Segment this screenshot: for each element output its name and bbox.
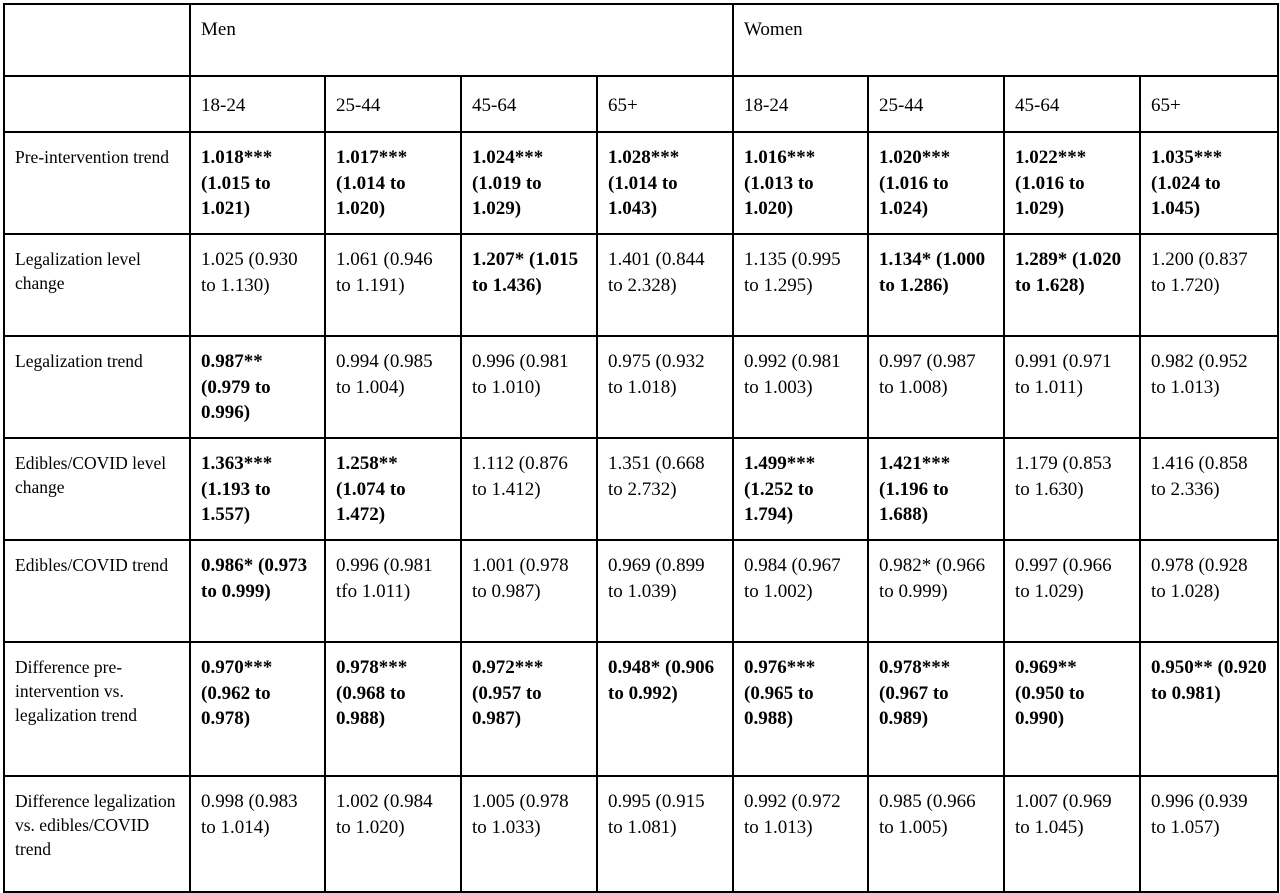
estimate-cell [1140,132,1278,234]
estimate-cell [1140,336,1278,438]
confidence-interval: (0.906 to 0.992) [608,657,715,704]
estimate-cell [190,776,325,892]
estimate-value: 1.024*** [472,147,544,168]
estimate-cell [461,540,597,642]
table-row [4,776,1278,892]
estimate-cell [1004,132,1140,234]
estimate-cell [190,234,325,336]
estimate-value: 0.975 [608,351,651,372]
confidence-interval: (1.016 to 1.029) [1015,172,1085,219]
estimate-value: 0.969** [1015,657,1077,678]
age-header-men-18-24: 18-24 [190,76,325,132]
estimate-value: 0.992 [744,791,787,812]
estimate-value: 1.061 [336,249,379,270]
estimate-cell [733,642,868,776]
confidence-interval: (0.915 to 1.081) [608,791,705,838]
confidence-interval: (0.920 to 0.981) [1151,657,1267,704]
estimate-cell [868,132,1004,234]
estimate-value: 0.995 [608,791,651,812]
row-label: Legalization level change [4,234,190,336]
estimate-cell [461,438,597,540]
estimate-value: 1.017*** [336,147,408,168]
estimate-value: 1.135 [744,249,787,270]
confidence-interval: (0.853 to 1.630) [1015,453,1112,500]
confidence-interval: (0.965 to 0.988) [744,682,814,729]
confidence-interval: (0.968 to 0.988) [336,682,406,729]
estimate-cell [461,776,597,892]
estimate-cell [1004,776,1140,892]
table-row [4,438,1278,540]
confidence-interval: (0.939 to 1.057) [1151,791,1248,838]
confidence-interval: (1.015 to 1.436) [472,249,579,296]
estimate-value: 1.007 [1015,791,1058,812]
estimate-cell [190,336,325,438]
confidence-interval: (0.978 to 1.033) [472,791,569,838]
estimate-value: 0.998 [201,791,244,812]
estimate-value: 0.986* [201,555,254,576]
confidence-interval: (0.981 to 1.003) [744,351,841,398]
estimate-cell [190,132,325,234]
confidence-interval: (0.967 to 1.002) [744,555,841,602]
age-header-row [4,76,1278,132]
estimate-value: 1.005 [472,791,515,812]
estimate-value: 0.994 [336,351,379,372]
estimate-cell [1140,234,1278,336]
estimate-value: 0.978*** [336,657,408,678]
estimate-value: 0.982 [1151,351,1194,372]
estimate-value: 1.016*** [744,147,816,168]
estimate-cell [597,776,733,892]
estimate-value: 0.982* [879,555,932,576]
row-label: Edibles/COVID trend [4,540,190,642]
estimate-cell [1140,438,1278,540]
confidence-interval: (0.899 to 1.039) [608,555,705,602]
estimate-value: 1.351 [608,453,651,474]
confidence-interval: (1.074 to 1.472) [336,478,406,525]
estimate-value: 1.035*** [1151,147,1223,168]
estimate-cell [461,132,597,234]
estimate-value: 0.997 [879,351,922,372]
results-table [3,3,1279,893]
estimate-value: 0.985 [879,791,922,812]
age-header-men-65-plus: 65+ [597,76,733,132]
group-header-women: Women [733,4,1278,76]
confidence-interval: (0.983 to 1.014) [201,791,298,838]
estimate-cell [325,540,461,642]
estimate-cell [1004,642,1140,776]
estimate-cell [1140,642,1278,776]
confidence-interval: (0.979 to 0.996) [201,376,271,423]
confidence-interval: (1.020 to 1.628) [1015,249,1122,296]
estimate-cell [733,438,868,540]
estimate-cell [597,438,733,540]
confidence-interval: (1.014 to 1.043) [608,172,678,219]
confidence-interval: (1.024 to 1.045) [1151,172,1221,219]
confidence-interval: (0.932 to 1.018) [608,351,705,398]
confidence-interval: (0.962 to 0.978) [201,682,271,729]
estimate-cell [1140,540,1278,642]
estimate-value: 1.002 [336,791,379,812]
estimate-value: 0.948* [608,657,661,678]
confidence-interval: (0.668 to 2.732) [608,453,705,500]
confidence-interval: (0.985 to 1.004) [336,351,433,398]
estimate-value: 1.018*** [201,147,273,168]
estimate-value: 1.179 [1015,453,1058,474]
confidence-interval: (1.252 to 1.794) [744,478,814,525]
confidence-interval: (0.946 to 1.191) [336,249,433,296]
estimate-value: 1.363*** [201,453,273,474]
age-header-women-18-24: 18-24 [733,76,868,132]
estimate-cell [733,234,868,336]
estimate-cell [325,438,461,540]
confidence-interval: (0.966 to 1.005) [879,791,976,838]
estimate-value: 0.969 [608,555,651,576]
estimate-value: 1.421*** [879,453,951,474]
estimate-cell [597,234,733,336]
estimate-cell [868,336,1004,438]
empty-corner-cell [4,4,190,76]
estimate-cell [597,336,733,438]
estimate-cell [733,540,868,642]
estimate-value: 0.987** [201,351,263,372]
estimate-value: 1.499*** [744,453,816,474]
estimate-cell [190,642,325,776]
estimate-value: 0.991 [1015,351,1058,372]
estimate-cell [190,438,325,540]
estimate-value: 1.134* [879,249,932,270]
estimate-cell [1004,438,1140,540]
estimate-value: 0.992 [744,351,787,372]
confidence-interval: (0.981 tfo 1.011) [336,555,433,602]
confidence-interval: (0.858 to 2.336) [1151,453,1248,500]
confidence-interval: (0.978 to 0.987) [472,555,569,602]
confidence-interval: (1.000 to 1.286) [879,249,986,296]
estimate-cell [325,132,461,234]
estimate-cell [325,234,461,336]
confidence-interval: (0.969 to 1.045) [1015,791,1112,838]
estimate-value: 1.416 [1151,453,1194,474]
confidence-interval: (0.973 to 0.999) [201,555,308,602]
estimate-cell [1004,540,1140,642]
estimate-value: 1.112 [472,453,515,474]
estimate-value: 0.996 [336,555,379,576]
group-header-men: Men [190,4,733,76]
confidence-interval: (0.957 to 0.987) [472,682,542,729]
estimate-cell [868,540,1004,642]
estimate-value: 1.001 [472,555,515,576]
confidence-interval: (0.952 to 1.013) [1151,351,1248,398]
estimate-cell [461,234,597,336]
confidence-interval: (1.019 to 1.029) [472,172,542,219]
confidence-interval: (0.876 to 1.412) [472,453,568,500]
confidence-interval: (0.995 to 1.295) [744,249,841,296]
estimate-cell [1004,234,1140,336]
age-header-men-25-44: 25-44 [325,76,461,132]
confidence-interval: (0.950 to 0.990) [1015,682,1085,729]
estimate-cell [325,776,461,892]
confidence-interval: (0.987 to 1.008) [879,351,976,398]
table-row [4,234,1278,336]
estimate-cell [461,642,597,776]
estimate-value: 0.976*** [744,657,816,678]
group-header-row [4,4,1278,76]
confidence-interval: (1.016 to 1.024) [879,172,949,219]
estimate-cell [597,540,733,642]
row-label: Difference legalization vs. edibles/COVID trend [4,776,190,892]
table-row [4,132,1278,234]
confidence-interval: (0.966 to 0.999) [879,555,986,602]
estimate-value: 0.996 [1151,791,1194,812]
age-header-men-45-64: 45-64 [461,76,597,132]
estimate-value: 0.978 [1151,555,1194,576]
confidence-interval: (0.837 to 1.720) [1151,249,1248,296]
age-header-women-25-44: 25-44 [868,76,1004,132]
estimate-value: 1.289* [1015,249,1068,270]
estimate-value: 1.401 [608,249,651,270]
estimate-value: 1.028*** [608,147,680,168]
estimate-cell [868,642,1004,776]
confidence-interval: (0.971 to 1.011) [1015,351,1112,398]
table-row [4,642,1278,776]
estimate-value: 0.996 [472,351,515,372]
row-label: Edibles/COVID level change [4,438,190,540]
estimate-cell [733,776,868,892]
estimate-cell [868,234,1004,336]
estimate-cell [325,642,461,776]
confidence-interval: (1.013 to 1.020) [744,172,814,219]
confidence-interval: (1.014 to 1.020) [336,172,406,219]
estimate-value: 1.207* [472,249,525,270]
estimate-cell [868,438,1004,540]
confidence-interval: (0.984 to 1.020) [336,791,433,838]
estimate-value: 1.025 [201,249,244,270]
empty-label-cell [4,76,190,132]
estimate-value: 1.022*** [1015,147,1087,168]
confidence-interval: (0.844 to 2.328) [608,249,705,296]
confidence-interval: (1.015 to 1.021) [201,172,271,219]
confidence-interval: (0.928 to 1.028) [1151,555,1248,602]
age-header-women-45-64: 45-64 [1004,76,1140,132]
row-label: Legalization trend [4,336,190,438]
estimate-cell [190,540,325,642]
row-label: Pre-intervention trend [4,132,190,234]
age-header-women-65-plus: 65+ [1140,76,1278,132]
confidence-interval: (1.196 to 1.688) [879,478,949,525]
estimate-cell [1140,776,1278,892]
confidence-interval: (1.193 to 1.557) [201,478,271,525]
estimate-cell [733,132,868,234]
table-row [4,540,1278,642]
estimate-value: 1.200 [1151,249,1194,270]
estimate-cell [597,132,733,234]
estimate-cell [597,642,733,776]
confidence-interval: (0.930 to 1.130) [201,249,298,296]
estimate-cell [733,336,868,438]
estimate-cell [461,336,597,438]
estimate-cell [325,336,461,438]
confidence-interval: (0.972 to 1.013) [744,791,841,838]
estimate-cell [868,776,1004,892]
confidence-interval: (0.967 to 0.989) [879,682,949,729]
estimate-value: 0.972*** [472,657,544,678]
estimate-value: 1.258** [336,453,398,474]
estimate-value: 0.984 [744,555,787,576]
confidence-interval: (0.966 to 1.029) [1015,555,1112,602]
estimate-value: 0.997 [1015,555,1058,576]
estimate-value: 0.950** [1151,657,1213,678]
estimate-value: 0.970*** [201,657,273,678]
table-row [4,336,1278,438]
row-label: Difference pre-intervention vs. legalization trend [4,642,190,776]
estimate-cell [1004,336,1140,438]
estimate-value: 0.978*** [879,657,951,678]
confidence-interval: (0.981 to 1.010) [472,351,569,398]
estimate-value: 1.020*** [879,147,951,168]
